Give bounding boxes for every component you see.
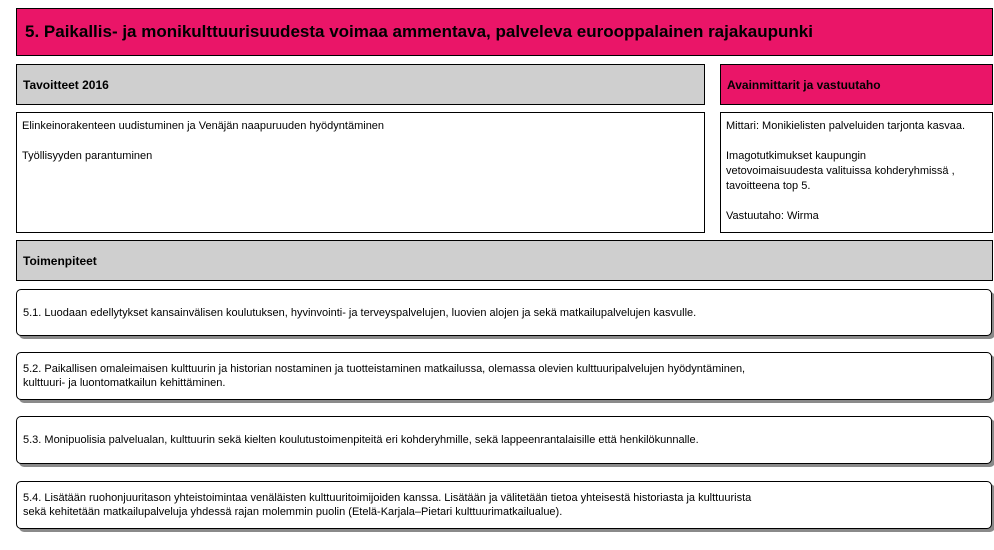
action-line: kulttuuri- ja luontomatkailun kehittäminen.	[23, 377, 226, 389]
action-item-5-2	[16, 352, 992, 400]
action-line: 5.1. Luodaan edellytykset kansainvälisen koulutuksen, hyvinvointi- ja terveyspalvelujen, luovien alojen ja sekä matkailupalvelujen kasvulle.	[23, 306, 697, 319]
action-line: 5.4. Lisätään ruohonjuuritason yhteistoimintaa venäläisten kulttuuritoimijoiden kanssa. Lisätään ja välitetään tietoa yhteisestä historiasta ja kulttuurista	[23, 492, 752, 504]
metric-imago-line: Imagotutkimukset kaupungin	[726, 150, 867, 162]
goal-item: Työllisyyden parantuminen	[22, 150, 153, 162]
actions-header	[16, 240, 993, 281]
metric-imago-line: tavoitteena top 5.	[726, 180, 811, 192]
action-line: 5.2. Paikallisen omaleimaisen kulttuurin ja historian nostaminen ja tuotteistaminen matkailussa, olemassa olevien kulttuuripalvelujen hyödyntäminen,	[23, 363, 746, 375]
metrics-header-text: Avainmittarit ja vastuutaho	[727, 77, 881, 92]
goals-content	[16, 112, 705, 233]
action-item-5-4	[16, 481, 992, 529]
actions-header-text: Toimenpiteet	[23, 253, 97, 268]
action-item-5-3	[16, 416, 992, 464]
page-title-text: 5. Paikallis- ja monikulttuurisuudesta voimaa ammentava, palveleva eurooppalainen rajakaupunki	[25, 22, 813, 41]
metrics-header	[720, 64, 993, 105]
metric-mittari: Mittari: Monikielisten palveluiden tarjonta kasvaa.	[726, 120, 966, 132]
goal-item: Elinkeinorakenteen uudistuminen ja Venäjän naapuruuden hyödyntäminen	[22, 120, 385, 132]
goals-header-text: Tavoitteet 2016	[23, 77, 109, 92]
metrics-content	[720, 112, 993, 233]
action-line: sekä kehitetään matkailupalveluja yhdessä rajan molemmin puolin (Etelä-Karjala–Pietari kulttuurimatkailualue).	[23, 506, 563, 518]
metric-imago-line: vetovoimaisuudesta valituissa kohderyhmissä ,	[726, 165, 955, 177]
metric-vastuutaho: Vastuutaho: Wirma	[726, 210, 819, 222]
action-item-5-1	[16, 289, 992, 336]
page-title	[16, 8, 993, 56]
goals-header	[16, 64, 705, 105]
action-line: 5.3. Monipuolisia palvelualan, kulttuurin sekä kielten koulutustoimenpiteitä eri kohderyhmille, sekä lappeenrantalaisille että henkilökunnalle.	[23, 434, 699, 446]
